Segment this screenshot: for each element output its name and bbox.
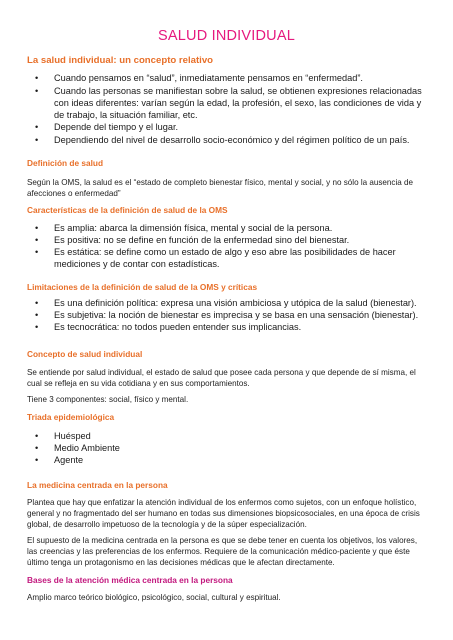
list-item: • Huésped <box>27 430 427 442</box>
section-heading-definicion: Definición de salud <box>27 158 104 168</box>
section-heading-salud-individual: La salud individual: un concepto relativo <box>27 55 214 66</box>
section-heading-triada: Triada epidemiológica <box>27 412 115 422</box>
paragraph-definicion: Según la OMS, la salud es el “estado de completo bienestar físico, mental y social, y no sólo la ausencia de afecciones o enfermedad” <box>27 178 414 198</box>
section-heading-concepto: Concepto de salud individual <box>27 349 143 359</box>
list-item: • Es amplia: abarca la dimensión física, mental y social de la persona. <box>27 222 427 234</box>
section-heading-limitaciones: Limitaciones de la definición de salud de la OMS y críticas <box>27 282 258 292</box>
section-heading-medicina: La medicina centrada en la persona <box>27 480 168 490</box>
page-title: SALUD INDIVIDUAL <box>158 28 295 44</box>
list-item: • Agente <box>27 454 427 466</box>
paragraph-medicina-1: Plantea que hay que enfatizar la atención individual de los enfermos como sujetos, con un enfoque holístico, general y no fragmentado del ser humano en todas sus dimensiones biopsicosociales, en una época de crisis global, de desarrollo impetuoso de la tecnología y de la súper especialización. <box>27 498 420 529</box>
bullet-list-triada <box>27 430 427 466</box>
list-item: • Cuando las personas se manifiestan sobre la salud, se obtienen expresiones relacionadas con ideas diferentes: varían según la edad, la profesión, el sexo, las condiciones de vida y de trabajo, la situación familiar, etc. <box>27 85 427 121</box>
paragraph-medicina-2: El supuesto de la medicina centrada en la persona es que se debe tener en cuenta los objetivos, los valores, las creencias y las preferencias de los enfermos. Requiere de la comunicación médico-paciente y que éste último tenga un protagonismo en las decisiones médicas que le afectan directamente. <box>27 536 418 567</box>
section-heading-bases: Bases de la atención médica centrada en la persona <box>27 575 233 585</box>
list-item: • Es positiva: no se define en función de la enfermedad sino del bienestar. <box>27 234 427 246</box>
list-item: • Es tecnocrática: no todos pueden entender sus implicancias. <box>27 321 427 333</box>
section-heading-caracteristicas: Características de la definición de salud de la OMS <box>27 205 228 215</box>
bullet-list-caracteristicas <box>27 222 427 270</box>
list-item: • Cuando pensamos en “salud”, inmediatamente pensamos en “enfermedad”. <box>27 72 427 84</box>
list-item: • Es estática: se define como un estado de algo y eso abre las posibilidades de hacer mediciones y de contar con estadísticas. <box>27 246 427 270</box>
bullet-list-salud-individual <box>27 72 427 146</box>
list-item: • Es una definición política: expresa una visión ambiciosa y utópica de la salud (bienestar). <box>27 297 427 309</box>
list-item: • Depende del tiempo y el lugar. <box>27 121 427 133</box>
bullet-list-limitaciones <box>27 297 427 333</box>
paragraph-concepto: Se entiende por salud individual, el estado de salud que posee cada persona y que depende de sí misma, el cual se refleja en su vida cotidiana y en sus comportamientos. <box>27 368 416 388</box>
list-item: • Medio Ambiente <box>27 442 427 454</box>
list-item: • Dependiendo del nivel de desarrollo socio-económico y del régimen político de un país. <box>27 134 427 146</box>
paragraph-bases: Amplio marco teórico biológico, psicológico, social, cultural y espiritual. <box>27 593 281 602</box>
list-item: • Es subjetiva: la noción de bienestar es imprecisa y se basa en una sensación (bienestar). <box>27 309 427 321</box>
paragraph-componentes: Tiene 3 componentes: social, físico y mental. <box>27 395 189 404</box>
